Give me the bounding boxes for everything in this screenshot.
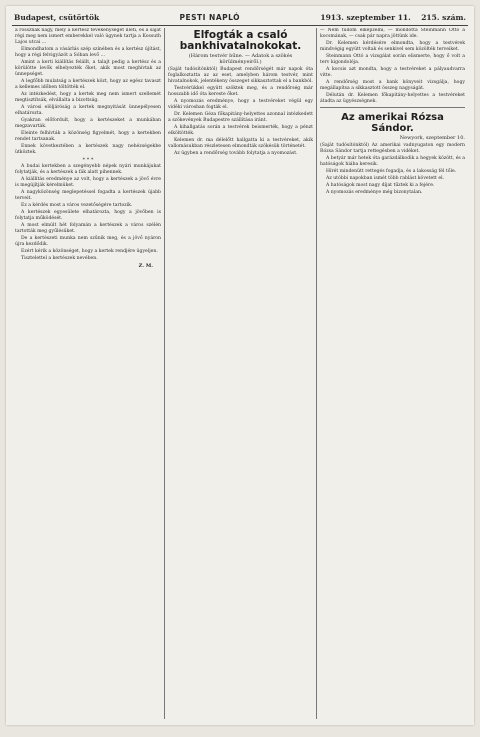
col3-paragraph: Dr. Kelemen kérdésére elmondta, hogy a testvérek mindvégig együtt voltak és senkivel sem közölték terveiket. (320, 41, 465, 52)
columns (12, 28, 468, 719)
masthead-date: 1913. szeptember 11. (320, 12, 411, 22)
col1-paragraph: A városi elöljáróság a kertek megnyitását ünnepélyesen elhatározta. (15, 105, 161, 116)
masthead-right (320, 13, 466, 22)
col1-paragraph: De a kertészeti munka nem szűnik meg, és a jövő nyáron újra kezdődik. (15, 236, 161, 247)
col1-paragraph: Amint a kerti kiállítás felállt, a talajt pedig a kertész és a körülötte levők elhelyezték őket, akik most meghívtak az ünnepséget. (15, 60, 161, 77)
col3-paragraph: A kocsis azt mondta, hogy a testvéreket a pályaudvarra vitte. (320, 67, 465, 78)
article2-paragraph: (Saját tudósítónktól) Az amerikai vadnyugaton egy modern Rózsa Sándor tartja rettegésben a vidéket. (320, 143, 465, 154)
article2-paragraph: A nyomozás eredménye még bizonytalan. (326, 190, 423, 195)
masthead-location-date: Budapest, csütörtök (14, 12, 100, 22)
article2-paragraph: A hatóságok most nagy díjat tűztek ki a fejére. (326, 183, 435, 188)
article2-paragraph: A betyár már hetek óta garázdálkodik a hegyek között, és a hatóságok hiába keresik. (320, 156, 465, 167)
column-3 (316, 28, 468, 719)
article-paragraph: Kelemen dr. ma délelőtt hallgatta ki a testvéreket, akik vallomásukban részletesen elmondták szökésük történetét. (168, 138, 313, 149)
article2-paragraph: Az utóbbi napokban ismét több rablást követett el. (326, 176, 444, 181)
col1-paragraph: Ezért kérik a közönséget, hogy a kertek rendjére ügyeljen. (21, 249, 158, 254)
col1-paragraph: Tisztelettel a kertészek nevében. (21, 256, 98, 261)
col3-paragraph: Steinmann Ottó a vizsgálat során elismerte, hogy ő volt a terv kigondolója. (320, 54, 465, 65)
article2-dateline: Newyork, szeptember 10. (399, 135, 465, 141)
article2-paragraph: Hírét mindenütt rettegés fogadja, és a lakosság fél tőle. (326, 169, 457, 174)
article-paragraph: A nyomozás eredménye, hogy a testvéreket végül egy vidéki városban fogták el. (168, 99, 313, 110)
masthead-issue: 215. szám. (421, 12, 466, 22)
article-lead: (Saját tudósítónktól) Budapest rendőrségét már napok óta foglalkoztatta az az eset, amelyben három testvér, mint hivatalnokok, jelentékeny összeget sikkasztottak el a bankból. (168, 67, 313, 84)
newspaper-page (6, 6, 474, 725)
col1-paragraph: Az intézkedést, hogy a kertek meg nem ismert szellemét megtisztítsák, elvállalta a bizottság. (15, 92, 161, 103)
col1-paragraph: Elmondhatom a vásárlás szép színében és a kertész újítást, hogy a régi felvigyázót a Sóban levő ... (15, 47, 161, 58)
col1-divider: * * * (82, 157, 94, 163)
col3-paragraph: A rendőrség most a bank könyveit vizsgálja, hogy megállapítsa a sikkasztott összeg nagyságát. (320, 80, 465, 91)
article-headline: Elfogták a csaló bankhivatalnokokat. (179, 29, 302, 52)
column-2 (164, 28, 316, 719)
col1-paragraph: a rossznak nagy, mely a kertész tevékenységét illeti, és a saját régi meg nem ismert emberekkel való ügynek tartja a Kossuth Lajos utcai ... (15, 28, 161, 45)
col1-paragraph: A budai kertekben a szegényebb népek nyári munkájukat folytatják, és a kertészek a fák alatt pihennek. (15, 164, 161, 175)
col1-paragraph: A legfőbb mulatság a kertészek közt, hogy az egész tavaszt a kellemes időben töltötték el. (15, 79, 161, 90)
article-paragraph: Testvérükkel együtt szöktek meg, és a rendőrség már hosszabb idő óta kereste őket. (168, 86, 313, 97)
article-subhead: (Három testvér bűne. — Adatok a szökés körülményeiről.) (188, 53, 293, 65)
article-paragraph: A kihallgatás során a testvérek beismerték, hogy a pénzt elköltötték. (168, 125, 313, 136)
article-paragraph: Az ügyben a rendőrség tovább folytatja a nyomozást. (174, 151, 298, 156)
col1-paragraph: Gyakran előfordult, hogy a kertészeket a munkában megzavarták. (15, 118, 161, 129)
masthead-rule (12, 25, 468, 26)
masthead (14, 11, 466, 23)
col1-paragraph: A nagyközönség meglepetéssel fogadta a kertészek újabb terveit. (15, 190, 161, 201)
article2-headline: Az amerikai Rózsa Sándor. (341, 112, 444, 134)
col3-divider (320, 107, 465, 108)
col1-paragraph: Ez a kérdés most a város vezetőségére tartozik. (21, 203, 133, 208)
col3-paragraph: — Nem tudom elképzelni, — mondotta Steinmann Ottó a kocsmának, — csak pár napra jöttünk ide. (320, 28, 465, 39)
col1-paragraph: A kiállítás eredménye az volt, hogy a kertészek a jövő évre is megújítják kérelmüket. (15, 177, 161, 188)
col1-paragraph: Ennek következtében a kertészek nagy nehézségekbe ütköztek. (15, 144, 161, 155)
col1-paragraph: A kertészek egyesülete elhatározta, hogy a jövőben is folytatja működését. (15, 210, 161, 221)
article-paragraph: Dr. Kelemen Géza főkapitány-helyettes azonnal intézkedett a szökevények Budapestre szállítása iránt. (168, 112, 313, 123)
col1-paragraph: Eleinte felhívták a közönség figyelmét, hogy a kertekben rendet tartsanak. (15, 131, 161, 142)
masthead-paper-title: PESTI NAPLÓ (179, 12, 241, 22)
col1-signature: Z. M. (138, 263, 153, 269)
col1-paragraph: A most elmúlt hét folyamán a kertészek a város szélén tartották meg gyűlésüket. (15, 223, 161, 234)
col3-paragraph: Délután dr. Kelemen főkapitány-helyettes a testvéreket átadta az ügyészségnek. (320, 93, 465, 104)
column-1 (12, 28, 164, 719)
